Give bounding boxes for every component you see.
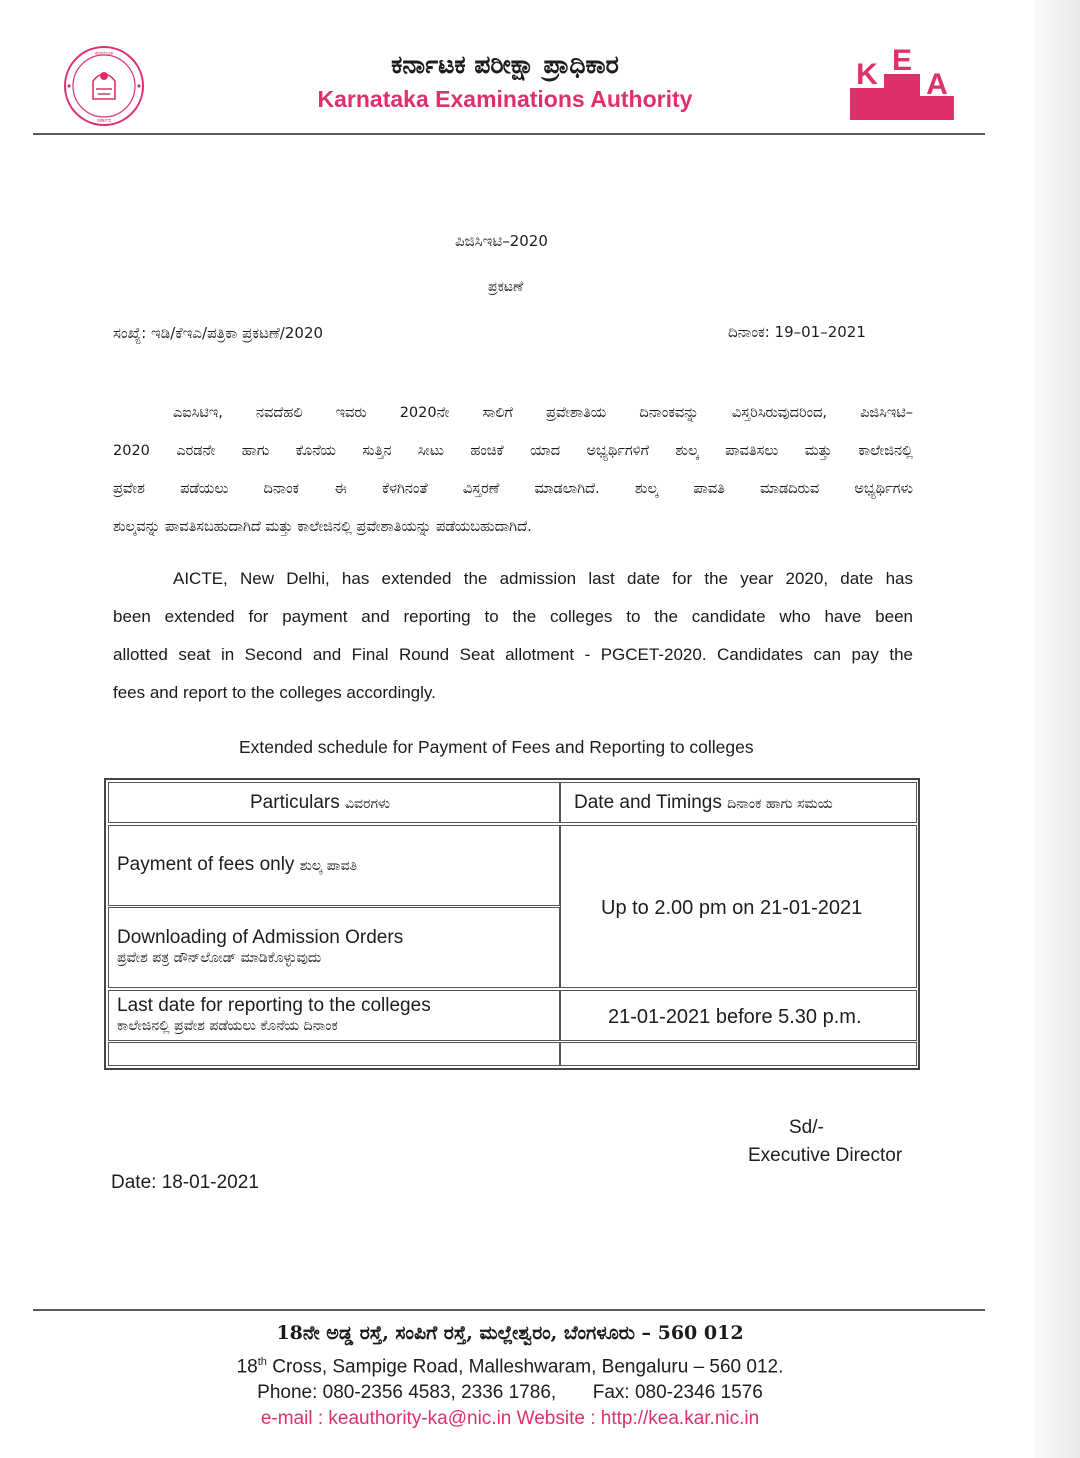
footer-address-kannada: 18ನೇ ಅಡ್ಡ ರಸ್ತೆ, ಸಂಪಿಗೆ ರಸ್ತೆ, ಮಲ್ಲೇಶ್ವರಂ, ಬೆಂಗಳೂರು – 560 012: [276, 1322, 744, 1344]
footer-email-website[interactable]: e-mail : keauthority-ka@nic.in Website : http://kea.kar.nic.in: [260, 1408, 760, 1429]
table-row-empty: [108, 1042, 560, 1066]
date-upto-value: Up to 2.00 pm on 21-01-2021: [601, 897, 863, 919]
issue-date: Date: 18-01-2021: [111, 1172, 259, 1193]
notice-heading: ಪ್ರಕಟಣೆ: [488, 279, 524, 295]
page-edge-shadow: [1034, 0, 1080, 1458]
footer-contact: [180, 1382, 840, 1404]
logo-letter-e: E: [891, 44, 913, 77]
notice-date-kannada: ದಿನಾಂಕ: 19–01–2021: [728, 323, 866, 341]
table-cell-date-last: [560, 990, 917, 1041]
signature-sd: Sd/-: [789, 1117, 824, 1138]
header-divider: [33, 133, 985, 135]
row-fees-kannada: ಶುಲ್ಕ ಪಾವತಿ: [299, 858, 358, 874]
reference-number: ಸಂಖ್ಯೆ: ಇಡಿ/ಕೆಇಎ/ಪತ್ರಿಕಾ ಪ್ರಕಟಣೆ/2020: [113, 324, 324, 342]
schedule-caption: Extended schedule for Payment of Fees and Reporting to colleges: [239, 737, 754, 757]
logo-letter-a: A: [926, 68, 948, 101]
footer-address-rest: Cross, Sampige Road, Malleshwaram, Bengaluru – 560 012.: [266, 1356, 784, 1378]
header-particulars-kannada: ವಿವರಗಳು: [345, 796, 391, 812]
footer-address-suffix: th: [257, 1356, 267, 1368]
footer-address-english: [180, 1356, 840, 1378]
schedule-table: [104, 778, 920, 1070]
paragraph-kannada-line: ಶುಲ್ಕವನ್ನು ಪಾವತಿಸಬಹುದಾಗಿದೆ ಮತ್ತು ಕಾಲೇಜಿನಲ್ಲಿ ಪ್ರವೇಶಾತಿಯನ್ನು ಪಡೆಯಬಹುದಾಗಿದೆ.: [113, 519, 532, 535]
paragraph-english-line: allotted seat in Second and Final Round Seat allotment - PGCET-2020. Candidates can pay the: [113, 645, 913, 664]
header-date-label: Date and Timings: [574, 792, 722, 813]
table-header-particulars: [108, 782, 560, 823]
footer-phone: Phone: 080-2356 4583, 2336 1786,: [257, 1382, 557, 1403]
logo-letter-k: K: [856, 58, 878, 91]
date-last-value: 21-01-2021 before 5.30 p.m.: [608, 1006, 862, 1028]
footer-address-number: 18: [236, 1356, 258, 1378]
government-seal-icon: [63, 45, 145, 127]
table-row: [108, 825, 560, 906]
signature-designation: Executive Director: [748, 1145, 903, 1166]
paragraph-kannada-line: ಎಐಸಿಟಿಇ, ನವದೆಹಲಿ ಇವರು 2020ನೇ ಸಾಲಿಗೆ ಪ್ರವೇಶಾತಿಯ ದಿನಾಂಕವನ್ನು ವಿಸ್ತರಿಸಿರುವುದರಿಂದ, ಪಿಜಿಸಿಇಟಿ–: [173, 405, 913, 421]
table-row-empty: [560, 1042, 917, 1066]
kea-logo-icon: [848, 44, 956, 120]
header-particulars-label: Particulars: [250, 792, 340, 813]
row-last-date-kannada: ಕಾಲೇಜಿನಲ್ಲಿ ಪ್ರವೇಶ ಪಡೆಯಲು ಕೊನೆಯ ದಿನಾಂಕ: [117, 1018, 338, 1034]
row-download-label: Downloading of Admission Orders: [117, 927, 404, 948]
paragraph-kannada-line: ಪ್ರವೇಶ ಪಡೆಯಲು ದಿನಾಂಕ ಈ ಕೆಳಗಿನಂತೆ ವಿಸ್ತರಣೆ ಮಾಡಲಾಗಿದೆ. ಶುಲ್ಕ ಪಾವತಿ ಮಾಡದಿರುವ ಅಭ್ಯರ್ಥಿಗಳು: [113, 481, 913, 497]
table-row: [108, 907, 560, 988]
table-header-date: [560, 782, 917, 823]
row-last-date-label: Last date for reporting to the colleges: [117, 995, 431, 1016]
row-fees-label: Payment of fees only: [117, 854, 295, 875]
paragraph-english-line: AICTE, New Delhi, has extended the admission last date for the year 2020, date has: [173, 569, 913, 588]
paragraph-english: [113, 560, 913, 712]
footer-divider: [33, 1309, 985, 1311]
seal-text-top: ಕರ್ನಾಟಕ: [95, 50, 113, 57]
paragraph-kannada: [113, 394, 913, 546]
authority-name-english: Karnataka Examinations Authority: [317, 86, 693, 112]
notice-code: ಪಿಜಿಸಿಇಟಿ–2020: [455, 232, 548, 250]
table-row: [108, 990, 560, 1041]
authority-name-kannada: ಕರ್ನಾಟಕ ಪರೀಕ್ಷಾ ಪ್ರಾಧಿಕಾರ: [391, 50, 619, 79]
paragraph-kannada-line: 2020 ಎರಡನೇ ಹಾಗು ಕೊನೆಯ ಸುತ್ತಿನ ಸೀಟು ಹಂಚಿಕೆ ಯಾದ ಅಭ್ಯರ್ಥಿಗಳಿಗೆ ಶುಲ್ಕ ಪಾವತಿಸಲು ಮತ್ತು ಕಾಲೇಜಿನಲ್ಲಿ: [113, 443, 913, 459]
header-date-kannada: ದಿನಾಂಕ ಹಾಗು ಸಮಯ: [727, 796, 833, 812]
paragraph-english-line: fees and report to the colleges accordingly.: [113, 683, 436, 702]
seal-text-bottom: ಸರ್ಕಾರ: [96, 117, 112, 124]
table-cell-date-merged: [560, 825, 917, 988]
footer-fax: Fax: 080-2346 1576: [592, 1382, 763, 1403]
paragraph-english-line: been extended for payment and reporting to the colleges to the candidate who have been: [113, 607, 913, 626]
row-download-kannada: ಪ್ರವೇಶ ಪತ್ರ ಡೌನ್‌ಲೋಡ್ ಮಾಡಿಕೊಳ್ಳುವುದು: [117, 950, 322, 966]
